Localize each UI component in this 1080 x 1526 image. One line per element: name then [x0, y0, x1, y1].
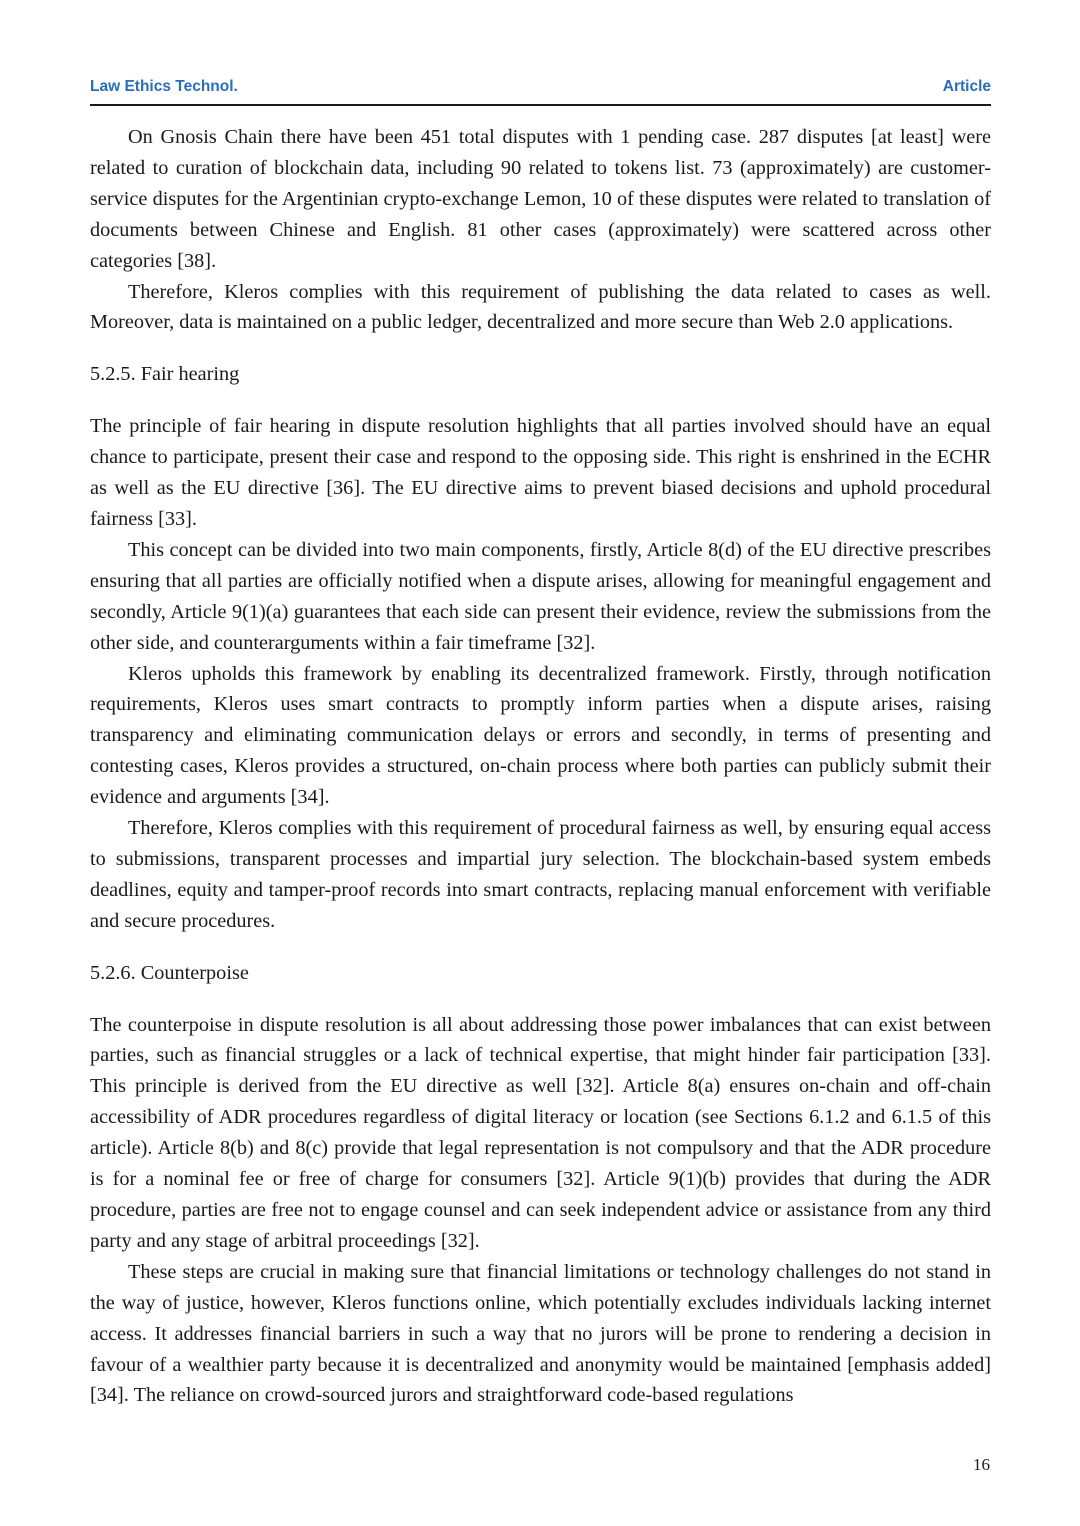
paragraph-publishing-compliance: Therefore, Kleros complies with this requirement of publishing the data related to cases as well. Moreover, data is maintained on a public ledger, decentralized and more secure than Web 2.0 applications.: [90, 280, 991, 334]
paragraph-counterpoise-steps: These steps are crucial in making sure that financial limitations or technology challenges do not stand in the way of justice, however, Kleros functions online, which potentially excludes individuals lacking internet access. It addresses financial barriers in such a way that no jurors will be prone to rendering a decision in favour of a wealthier party because it is decentralized and anonymity would be maintained [emphasis added] [34]. The reliance on crowd-sourced jurors and straightforward code-based regulations: [90, 1260, 991, 1407]
article-type: Article: [942, 78, 991, 95]
paragraph-kleros-framework: Kleros upholds this framework by enabling its decentralized framework. Firstly, through notification requirements, Kleros uses smart contracts to promptly inform parties when a dispute arises, raising transparency and eliminating communication delays or errors and secondly, in terms of presenting and contesting cases, Kleros provides a structured, on-chain process where both parties can publicly submit their evidence and arguments [34].: [90, 662, 991, 809]
paragraph-procedural-fairness: Therefore, Kleros complies with this requirement of procedural fairness as well, by ensuring equal access to submissions, transparent processes and impartial jury selection. The blockchain-based system embeds deadlines, equity and tamper-proof records into smart contracts, replacing manual enforcement with verifiable and secure procedures.: [90, 817, 991, 932]
section-heading-fair-hearing: 5.2.5. Fair hearing: [90, 363, 240, 386]
paragraph-fair-hearing-principle: The principle of fair hearing in dispute resolution highlights that all parties involved should have an equal chance to participate, present their case and respond to the opposing side. This right is enshrined in the ECHR as well as the EU directive [36]. The EU directive aims to prevent biased decisions and uphold procedural fairness [33].: [90, 415, 991, 530]
journal-name: Law Ethics Technol.: [90, 78, 238, 95]
paragraph-fair-hearing-components: This concept can be divided into two main components, firstly, Article 8(d) of the EU directive prescribes ensuring that all parties are officially notified when a dispute arises, allowing for meaningful engagement and secondly, Article 9(1)(a) guarantees that each side can present their evidence, review the submissions from the other side, and counterarguments within a fair timeframe [32].: [90, 538, 991, 654]
main-content: [90, 122, 991, 1411]
page-number: 16: [973, 1455, 990, 1474]
running-header: [90, 76, 991, 106]
paragraph-counterpoise-principle: The counterpoise in dispute resolution is all about addressing those power imbalances that can exist between parties, such as financial struggles or a lack of technical expertise, that might hinder fair participation [33]. This principle is derived from the EU directive as well [32]. Article 8(a) ensures on-chain and off-chain accessibility of ADR procedures regardless of digital literacy or location (see Sections 6.1.2 and 6.1.5 of this article). Article 8(b) and 8(c) provide that legal representation is not compulsory and that the ADR procedure is for a nominal fee or free of charge for consumers [32]. Article 9(1)(b) provides that during the ADR procedure, parties are free not to engage counsel and can seek independent advice or assistance from any third party and any stage of arbitral proceedings [32].: [90, 1013, 991, 1252]
paragraph-gnosis-disputes: On Gnosis Chain there have been 451 total disputes with 1 pending case. 287 disputes [at least] were related to curation of blockchain data, including 90 related to tokens list. 73 (approximately) are customer-service disputes for the Argentinian crypto-exchange Lemon, 10 of these disputes were related to translation of documents between Chinese and English. 81 other cases (approximately) were scattered across other categories [38].: [90, 126, 991, 272]
section-heading-counterpoise: 5.2.6. Counterpoise: [90, 961, 249, 984]
